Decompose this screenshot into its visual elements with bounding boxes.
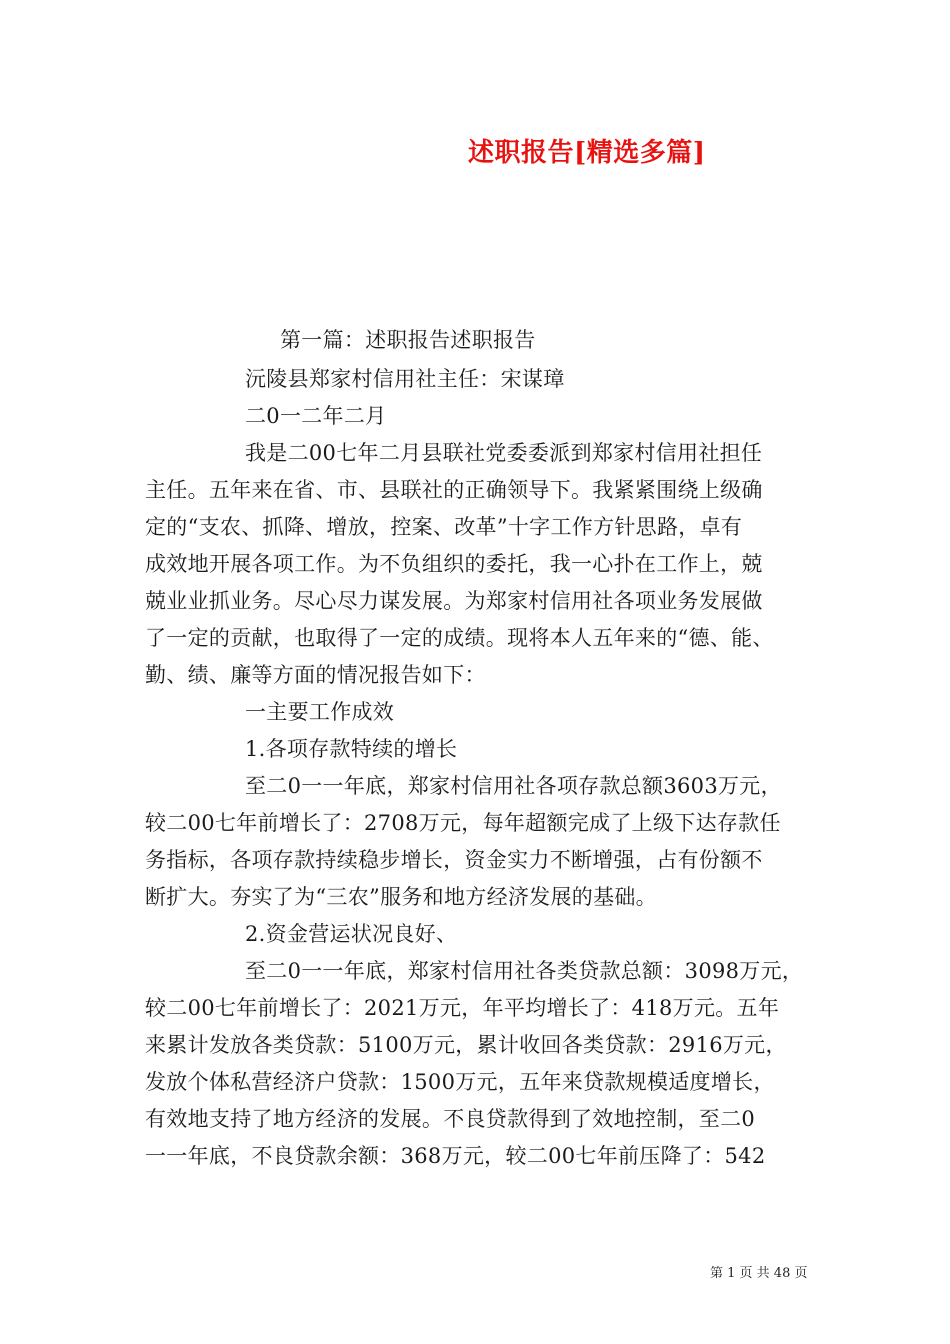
body-line: 成效地开展各项工作。为不负组织的委托，我一心扑在工作上，兢 xyxy=(145,552,763,576)
document-title: 述职报告[精选多篇] xyxy=(468,138,706,168)
date-line: 二0一二年二月 xyxy=(245,404,387,428)
body-line: 发放个体私营经济户贷款：1500万元，五年来贷款规模适度增长， xyxy=(145,1070,775,1094)
body-line: 兢业业抓业务。尽心尽力谋发展。为郑家村信用社各项业务发展做 xyxy=(145,589,763,613)
body-line: 较二00七年前增长了：2021万元，年平均增长了：418万元。五年 xyxy=(145,996,780,1020)
body-line: 我是二00七年二月县联社党委委派到郑家村信用社担任 xyxy=(245,441,763,465)
body-line: 有效地支持了地方经济的发展。不良贷款得到了效地控制，至二0 xyxy=(145,1107,756,1131)
subsection-heading: 1.各项存款特续的增长 xyxy=(245,737,458,761)
body-line: 断扩大。夯实了为“三农”服务和地方经济发展的基础。 xyxy=(145,885,657,909)
body-line: 务指标，各项存款持续稳步增长，资金实力不断增强，占有份额不 xyxy=(145,848,763,872)
body-line: 了一定的贡献，也取得了一定的成绩。现将本人五年来的“德、能、 xyxy=(145,626,774,650)
body-line: 一一年底，不良贷款余额：368万元，较二00七年前压降了：542 xyxy=(145,1144,766,1168)
body-line: 来累计发放各类贷款：5100万元，累计收回各类贷款：2916万元， xyxy=(145,1033,787,1057)
author-line: 沅陵县郑家村信用社主任：宋谋璋 xyxy=(245,367,565,391)
body-line: 勤、绩、廉等方面的情况报告如下： xyxy=(145,663,486,687)
subsection-heading: 一主要工作成效 xyxy=(245,700,395,724)
subsection-heading: 2.资金营运状况良好、 xyxy=(245,922,458,946)
body-line: 至二0一一年底，郑家村信用社各项存款总额3603万元， xyxy=(245,774,782,798)
body-line: 至二0一一年底，郑家村信用社各类贷款总额：3098万元， xyxy=(245,959,804,983)
section-heading: 第一篇：述职报告述职报告 xyxy=(280,328,536,352)
body-line: 主任。五年来在省、市、县联社的正确领导下。我紧紧围绕上级确 xyxy=(145,478,763,502)
body-line: 定的“支农、抓降、增放，控案、改革”十字工作方针思路，卓有 xyxy=(145,515,743,539)
body-line: 较二00七年前增长了：2708万元，每年超额完成了上级下达存款任 xyxy=(145,811,781,835)
page-number-footer: 第 1 页 共 48 页 xyxy=(710,1266,808,1281)
